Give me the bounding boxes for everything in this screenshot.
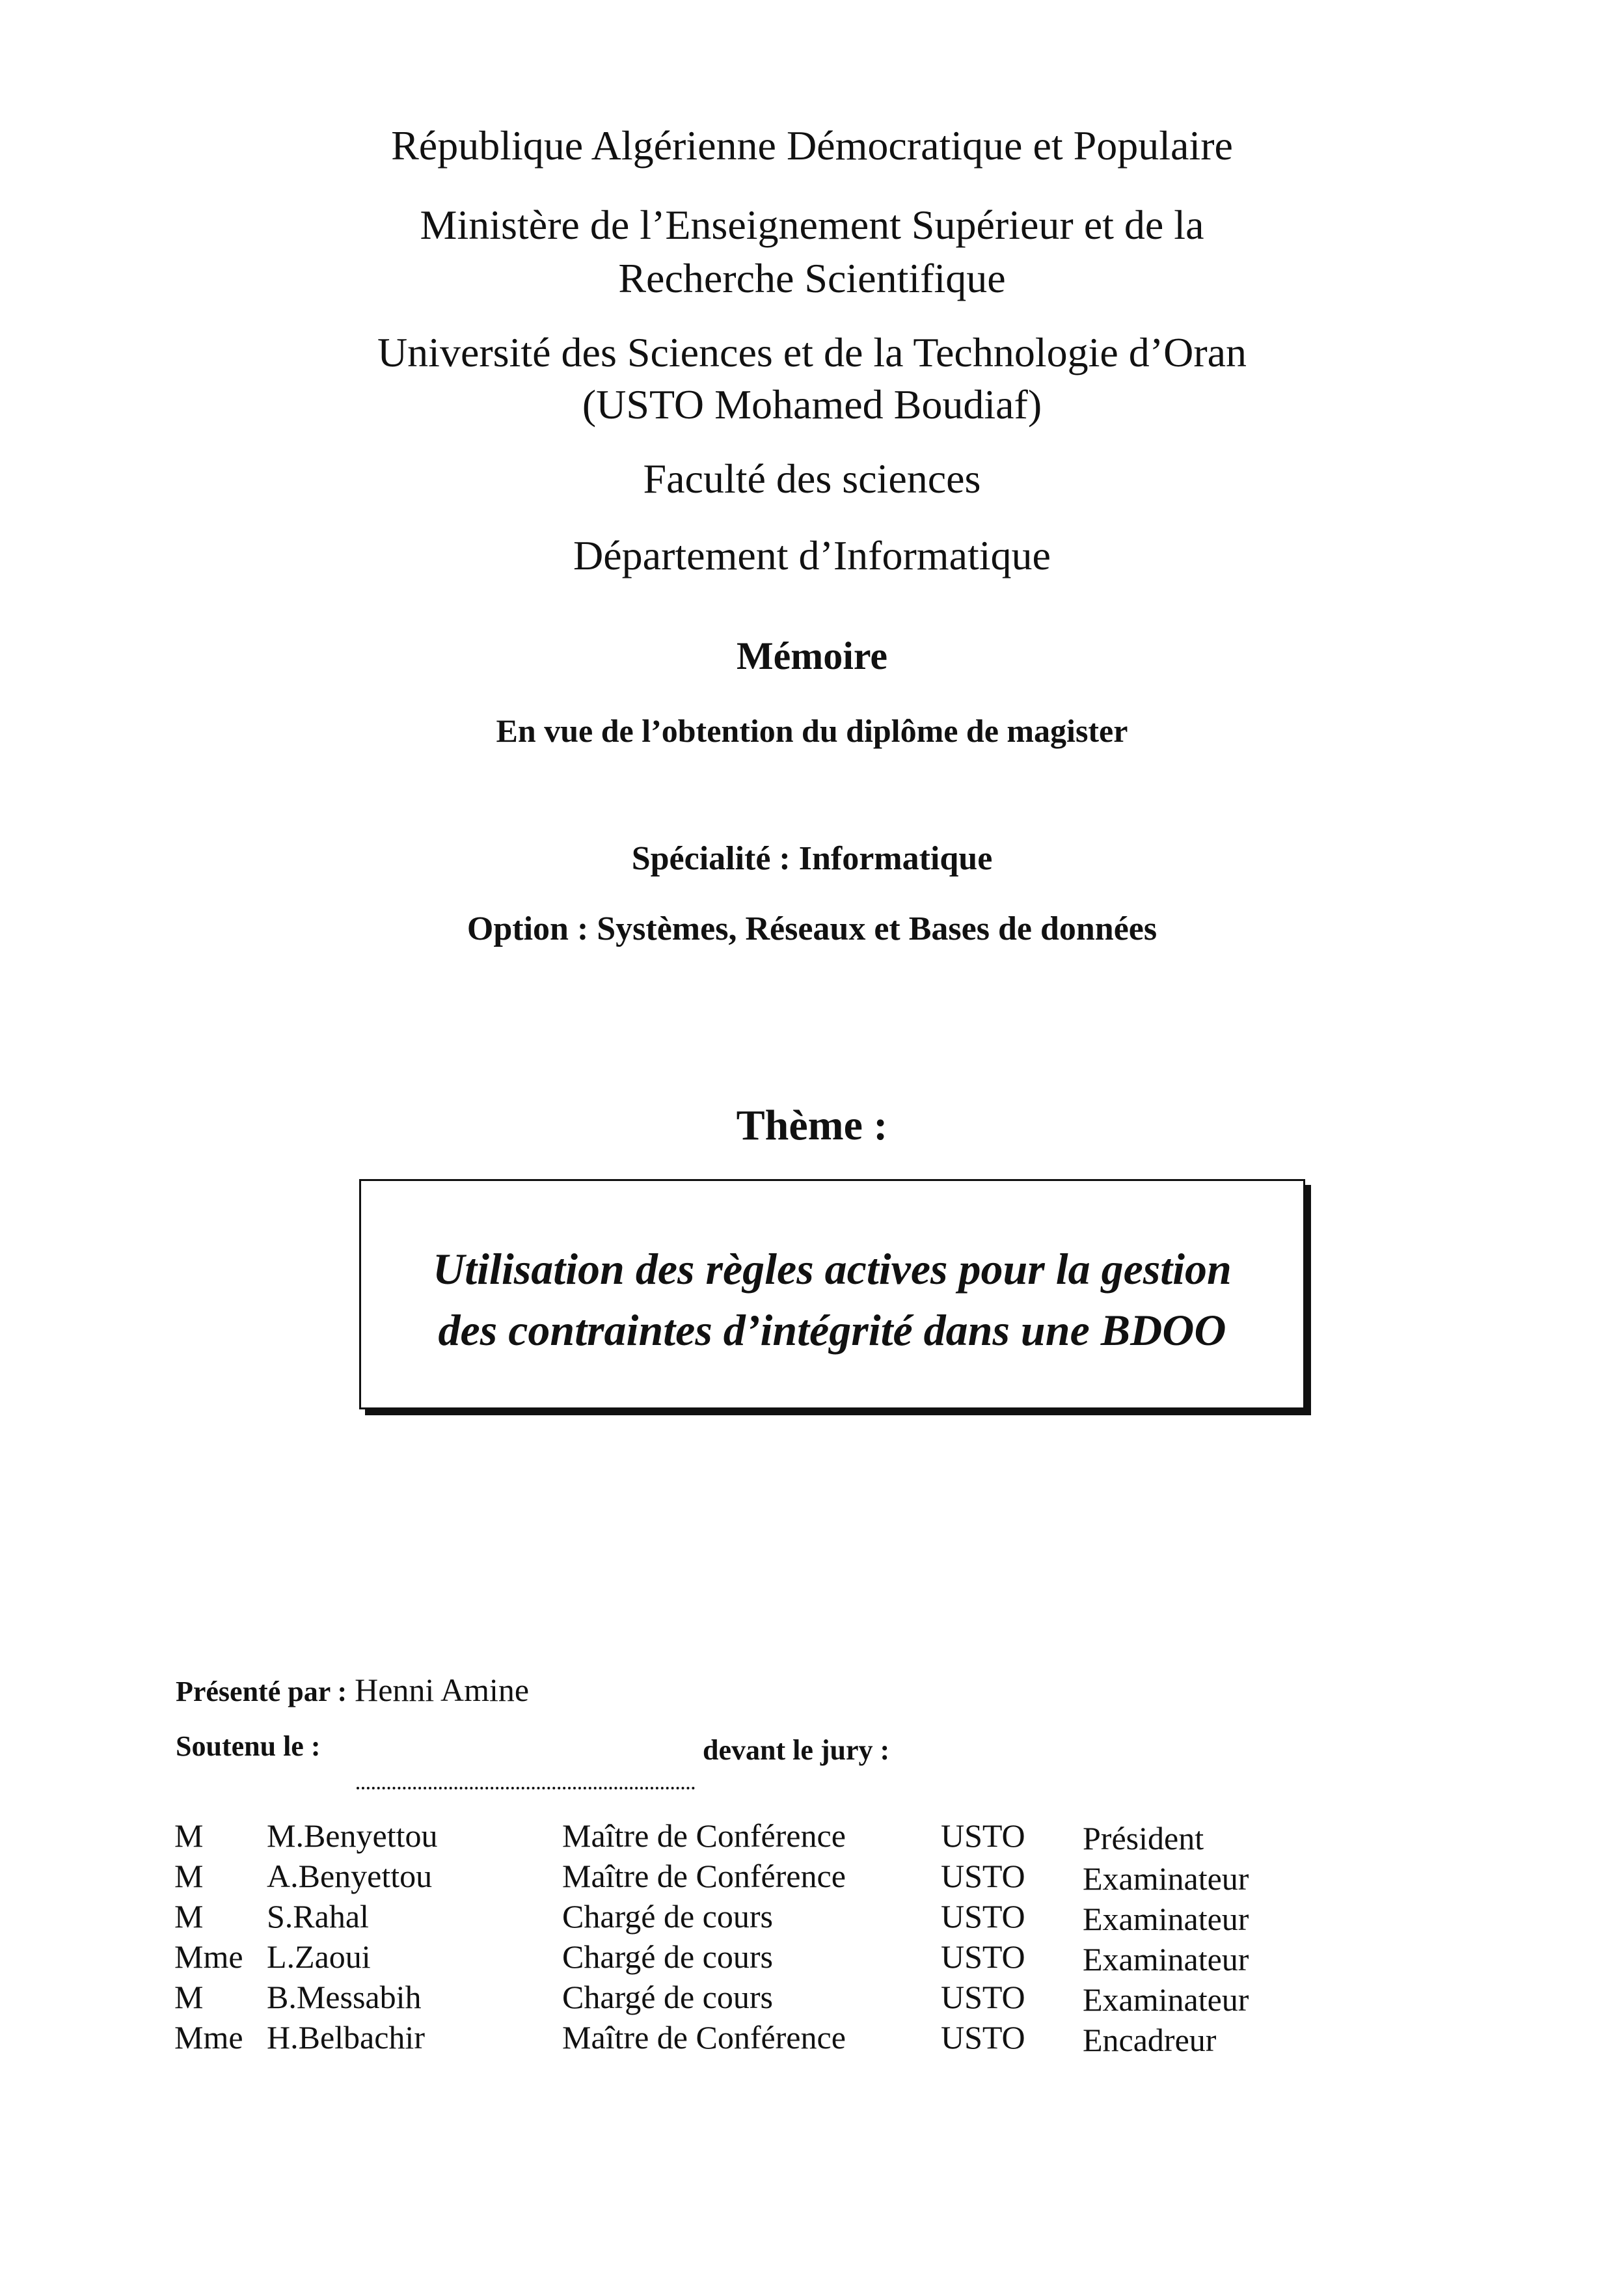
jury-grade: Chargé de cours (562, 1898, 773, 1935)
university-line-2: (USTO Mohamed Boudiaf) (582, 381, 1042, 428)
jury-name: M.Benyettou (267, 1817, 438, 1854)
jury-grade: Maître de Conférence (562, 1817, 846, 1854)
jury-grade: Chargé de cours (562, 1938, 773, 1975)
ministry-line-1: Ministère de l’Enseignement Supérieur et de la (420, 202, 1204, 248)
jury-name: B.Messabih (267, 1979, 422, 2015)
theme-title-line-2: des contraintes d’intégrité dans une BDOO (438, 1305, 1226, 1355)
jury-name: A.Benyettou (267, 1858, 433, 1894)
republic-line: République Algérienne Démocratique et Populaire (391, 122, 1233, 169)
presented-by-name: Henni Amine (355, 1672, 530, 1708)
jury-name: L.Zaoui (267, 1938, 371, 1975)
jury-role: Président (1083, 1820, 1204, 1856)
jury-role: Examinateur (1083, 1941, 1249, 1977)
jury-title: Mme (174, 1938, 243, 1975)
jury-university: USTO (941, 1979, 1025, 2015)
jury-title: Mme (174, 2019, 243, 2056)
jury-role: Examinateur (1083, 1860, 1249, 1897)
jury-university: USTO (941, 1858, 1025, 1894)
jury-title: M (174, 1817, 204, 1854)
jury-role: Examinateur (1083, 1901, 1249, 1937)
jury-name: H.Belbachir (267, 2019, 425, 2056)
theme-title-line-1: Utilisation des règles actives pour la gestion (433, 1244, 1232, 1294)
jury-university: USTO (941, 1898, 1025, 1935)
jury-grade: Chargé de cours (562, 1979, 773, 2015)
option-line: Option : Systèmes, Réseaux et Bases de données (467, 910, 1157, 947)
theme-box (359, 1179, 1305, 1409)
presented-by-label: Présenté par : (176, 1676, 347, 1707)
jury-role: Encadreur (1083, 2022, 1217, 2058)
jury-university: USTO (941, 2019, 1025, 2056)
theme-title (361, 1238, 1303, 1361)
jury-grade: Maître de Conférence (562, 1858, 846, 1894)
presented-by (176, 1671, 529, 1709)
jury-title: M (174, 1898, 204, 1935)
memoire-title: Mémoire (736, 634, 888, 677)
jury-grade: Maître de Conférence (562, 2019, 846, 2056)
memoire-subtitle: En vue de l’obtention du diplôme de magister (496, 713, 1128, 749)
ministry-line-2: Recherche Scientifique (618, 255, 1006, 301)
jury-university: USTO (941, 1817, 1025, 1854)
jury-label: devant le jury : (703, 1734, 890, 1766)
speciality-line: Spécialité : Informatique (631, 840, 993, 877)
theme-label: Thème : (736, 1102, 888, 1149)
jury-university: USTO (941, 1938, 1025, 1975)
jury-title: M (174, 1979, 204, 2015)
defense-date-blank (357, 1761, 695, 1789)
faculty-line: Faculté des sciences (643, 455, 981, 502)
defended-label: Soutenu le : (176, 1730, 321, 1762)
jury-role: Examinateur (1083, 1981, 1249, 2018)
department-line: Département d’Informatique (573, 532, 1051, 578)
jury-title: M (174, 1858, 204, 1894)
jury-name: S.Rahal (267, 1898, 369, 1935)
university-line-1: Université des Sciences et de la Technologie d’Oran (377, 329, 1247, 375)
